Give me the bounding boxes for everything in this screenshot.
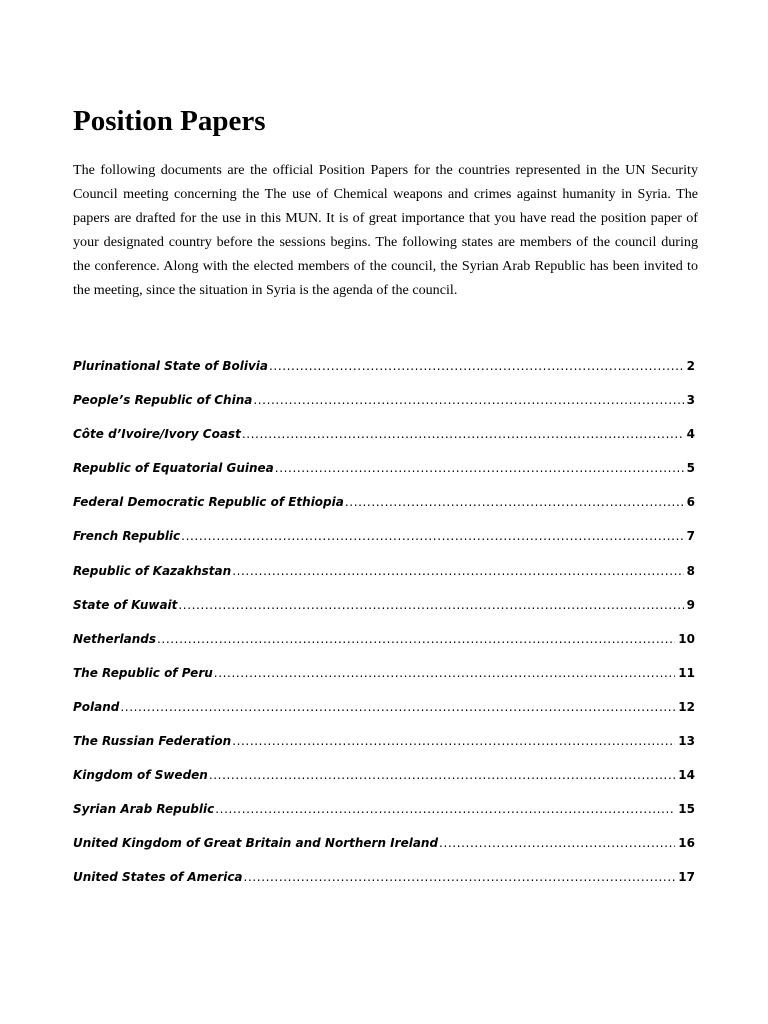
toc-entry-label: Plurinational State of Bolivia <box>73 359 268 373</box>
toc-entry-label: United Kingdom of Great Britain and Northern Ireland <box>73 836 439 851</box>
toc-entry[interactable] <box>73 666 695 700</box>
toc-entry-label: State of Kuwait <box>73 597 178 612</box>
toc-dot-leader <box>232 734 675 748</box>
toc-entry-page: 12 <box>678 699 695 714</box>
toc-entry-page: 9 <box>686 597 695 612</box>
toc-entry-page: 8 <box>686 563 695 578</box>
toc-dot-leader <box>439 836 675 850</box>
toc-entry-label: Kingdom of Sweden <box>73 768 208 783</box>
toc-dot-leader <box>178 598 683 612</box>
toc-entry[interactable] <box>73 768 695 802</box>
toc-entry[interactable] <box>73 700 695 734</box>
toc-entry-page: 16 <box>678 836 695 851</box>
toc-entry-label: Côte d’Ivoire/Ivory Coast <box>73 427 241 442</box>
toc-entry[interactable] <box>73 598 695 632</box>
toc-dot-leader <box>269 359 684 373</box>
toc-entry[interactable] <box>73 564 695 598</box>
toc-entry-page: 2 <box>686 359 695 373</box>
toc-entry-label: Republic of Kazakhstan <box>73 563 232 578</box>
toc-dot-leader <box>181 529 683 543</box>
toc-entry-page: 13 <box>678 734 695 749</box>
toc-entry-label: Poland <box>73 699 120 714</box>
toc-dot-leader <box>209 768 675 782</box>
toc-entry-page: 3 <box>686 393 695 408</box>
toc-entry-label: United States of America <box>73 870 243 885</box>
toc-entry-page: 14 <box>678 768 695 783</box>
toc-entry[interactable] <box>73 802 695 836</box>
toc-dot-leader <box>232 564 683 578</box>
toc-entry[interactable] <box>73 359 695 393</box>
toc-entry[interactable] <box>73 495 695 529</box>
toc-dot-leader <box>157 632 675 646</box>
toc-dot-leader <box>214 666 676 680</box>
toc-entry-page: 10 <box>678 631 695 646</box>
toc-entry[interactable] <box>73 836 695 870</box>
toc-dot-leader <box>120 700 675 714</box>
toc-dot-leader <box>242 427 684 441</box>
toc-entry-page: 15 <box>678 802 695 817</box>
toc-entry-label: People’s Republic of China <box>73 393 253 408</box>
toc-entry[interactable] <box>73 461 695 495</box>
toc-dot-leader <box>275 461 684 475</box>
toc-dot-leader <box>215 802 675 816</box>
toc-entry-page: 5 <box>686 461 695 476</box>
toc-entry-label: The Republic of Peru <box>73 665 213 680</box>
toc-entry-label: Netherlands <box>73 631 157 646</box>
table-of-contents <box>73 359 695 905</box>
toc-entry-label: Federal Democratic Republic of Ethiopia <box>73 495 344 510</box>
toc-entry-page: 17 <box>678 870 695 885</box>
page-title: Position Papers <box>73 105 266 137</box>
toc-entry-label: Syrian Arab Republic <box>73 802 215 817</box>
toc-entry-page: 11 <box>678 665 695 680</box>
toc-entry[interactable] <box>73 529 695 563</box>
toc-entry-label: French Republic <box>73 529 181 544</box>
toc-entry[interactable] <box>73 734 695 768</box>
intro-paragraph: The following documents are the official Position Papers for the countries represented in the UN Security Council meeting concerning the The use of Chemical weapons and crimes against humanity in Syria. The papers are drafted for the use in this MUN. It is of great importance that you have read the position paper of your designated country before the sessions begins. The following states are members of the council during the conference. Along with the elected members of the council, the Syrian Arab Republic has been invited to the meeting, since the situation in Syria is the agenda of the council. <box>73 162 698 298</box>
toc-entry[interactable] <box>73 632 695 666</box>
toc-entry-label: The Russian Federation <box>73 734 232 749</box>
toc-entry-page: 6 <box>686 495 695 510</box>
toc-dot-leader <box>345 495 684 509</box>
toc-dot-leader <box>244 870 676 884</box>
toc-entry[interactable] <box>73 870 695 904</box>
toc-dot-leader <box>253 393 683 407</box>
toc-entry-page: 7 <box>686 529 695 544</box>
toc-entry[interactable] <box>73 393 695 427</box>
toc-entry-page: 4 <box>686 427 695 442</box>
toc-entry[interactable] <box>73 427 695 461</box>
toc-entry-label: Republic of Equatorial Guinea <box>73 461 274 476</box>
